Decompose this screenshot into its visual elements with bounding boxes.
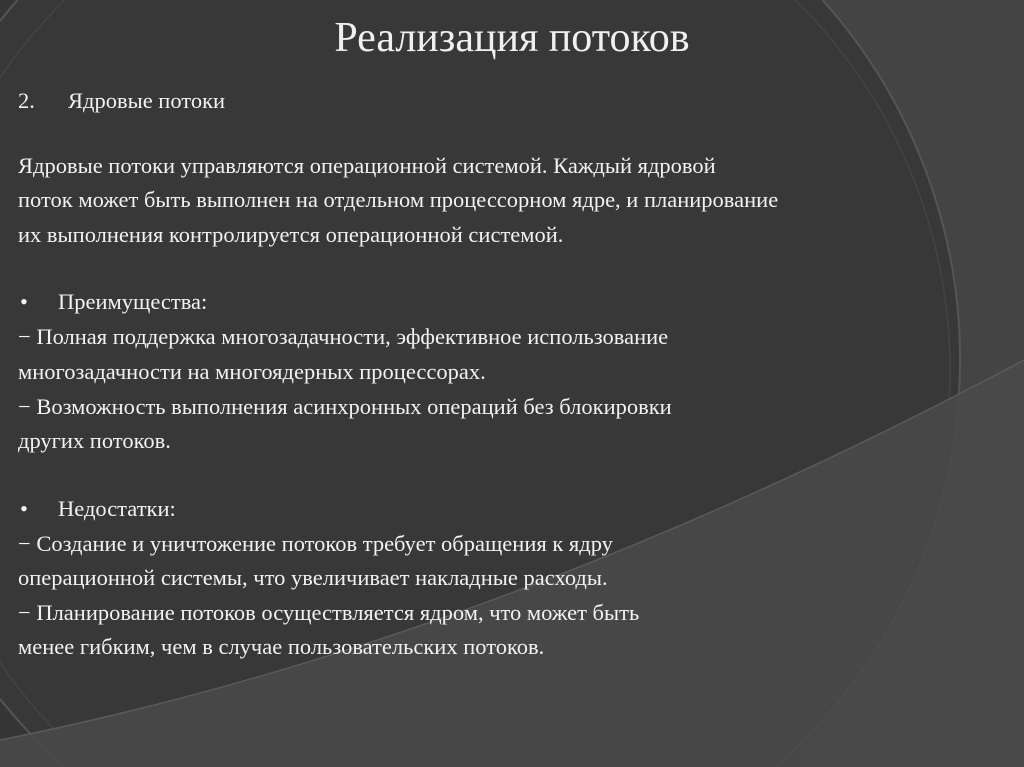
advantages-heading xyxy=(18,289,207,315)
advantage-line: многозадачности на многоядерных процессорах. xyxy=(18,359,486,384)
advantages-label: Преимущества: xyxy=(58,289,208,314)
advantage-line: − Полная поддержка многозадачности, эффективное использование xyxy=(18,324,669,349)
intro-line: их выполнения контролируется операционной системой. xyxy=(18,222,564,247)
bullet-icon: • xyxy=(20,496,28,521)
heading-text: Ядровые потоки xyxy=(68,88,226,113)
disadvantages-label: Недостатки: xyxy=(58,496,176,521)
intro-line: Ядровые потоки управляются операционной системой. Каждый ядровой xyxy=(18,153,716,178)
advantage-line: − Возможность выполнения асинхронных операций без блокировки xyxy=(18,394,672,419)
slide-title: Реализация потоков xyxy=(334,15,690,61)
disadvantages-heading xyxy=(18,496,176,522)
heading-number: 2. xyxy=(18,88,35,113)
disadvantage-line: − Планирование потоков осуществляется ядром, что может быть xyxy=(18,600,640,625)
disadvantage-line: операционной системы, что увеличивает накладные расходы. xyxy=(18,565,608,590)
advantage-line: других потоков. xyxy=(18,428,171,453)
disadvantage-line: менее гибким, чем в случае пользовательских потоков. xyxy=(18,634,545,659)
intro-line: поток может быть выполнен на отдельном процессорном ядре, и планирование xyxy=(18,187,779,212)
bullet-icon: • xyxy=(20,289,28,314)
section-heading xyxy=(18,88,225,114)
disadvantage-line: − Создание и уничтожение потоков требует обращения к ядру xyxy=(18,531,613,556)
